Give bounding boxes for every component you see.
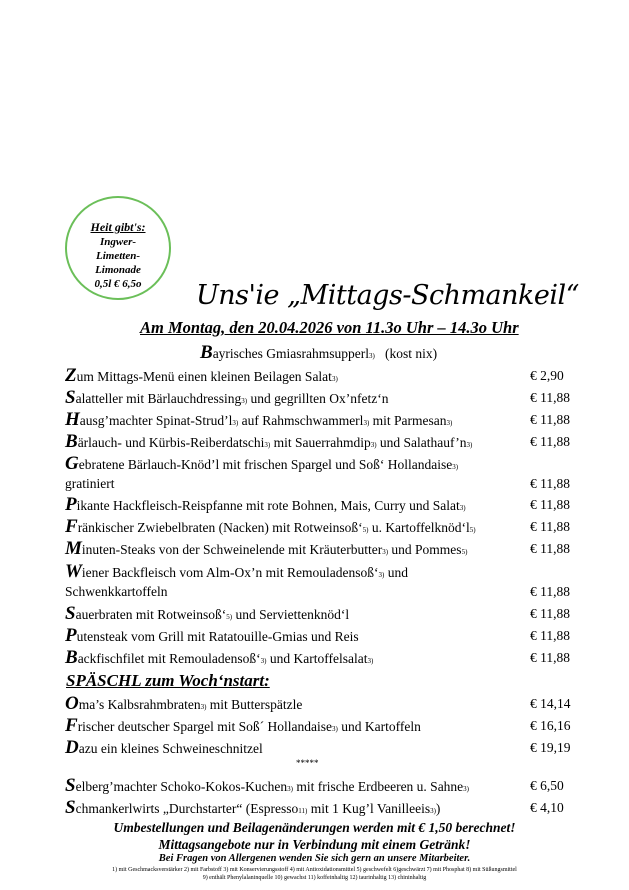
item-note: 3) <box>446 419 453 427</box>
badge-line: Limetten- <box>96 250 140 262</box>
item-price: € 11,88 <box>530 541 570 556</box>
footer-drink-note: Mittagsangebote nur in Verbindung mit einem Getränk! <box>158 837 471 852</box>
item-initial: B <box>65 431 78 452</box>
item-initial: F <box>65 715 78 736</box>
menu-item <box>65 603 349 625</box>
item-text: um Mittags-Menü einen kleinen Beilagen Salat <box>76 369 332 384</box>
menu-item <box>65 647 373 669</box>
item-text: ränkischer Zwiebelbraten (Nacken) mit Rotweinsoß‘ <box>77 520 363 535</box>
item-price: € 11,88 <box>530 476 570 491</box>
item-text: und Pommes <box>388 542 462 557</box>
item-text: ikante Hackfleisch-Reispfanne mit rote Bohnen, Mais, Curry und Salat <box>76 498 460 513</box>
item-price: € 11,88 <box>530 412 570 427</box>
menu-item <box>65 431 472 453</box>
item-note: 3) <box>430 807 436 815</box>
item-note: 3) <box>378 571 385 579</box>
item-text: ebratene Bärlauch-Knöd’l mit frischen Spargel und Soß‘ Hollandaise <box>78 457 453 472</box>
item-price: € 14,14 <box>530 696 571 711</box>
item-note: 5) <box>461 548 468 556</box>
item-initial: D <box>65 737 79 758</box>
item-initial: M <box>65 538 82 559</box>
item-note: 3) <box>200 703 207 711</box>
allergen-legend: 9) enthält Phenylalaninquelle 10) gewachst 11) koffeinhaltig 12) taurinhaltig 13) chininhaltig <box>202 875 427 881</box>
menu-item <box>65 387 388 409</box>
allergen-legend: 1) mit Geschmacksverstärker 2) mit Farbstoff 3) mit Konservierungsstoff 4) mit Antioxidationsmittel 5) geschwefelt 6)geschwärzt 7) mit Phosphat 8) mit Süßungsmittel <box>112 867 517 873</box>
menu-item <box>65 453 458 475</box>
item-note: 3) <box>367 657 374 665</box>
badge-title: Heit gibt's: <box>90 220 146 234</box>
item-text: mit 1 Kug’l Vanilleeis <box>307 801 431 816</box>
item-note: 3) <box>264 441 271 449</box>
menu-title: Uns'ie „Mittags-Schmankeil“ <box>196 280 579 311</box>
item-text: und gegrillten Ox’nfetz‘n <box>247 391 389 406</box>
item-text: mit frische Erdbeeren u. Sahne <box>292 779 464 794</box>
item-text: ma’s Kalbsrahmbraten <box>78 697 201 712</box>
item-text: und <box>384 565 408 580</box>
item-text: inuten-Steaks von der Schweinelende mit Kräuterbutter <box>81 542 383 557</box>
divider-stars: ***** <box>296 758 319 768</box>
item-initial: B <box>65 647 78 668</box>
item-text: ärlauch- und Kürbis-Reiberdatschi <box>77 435 265 450</box>
item-text: mit Sauerrahmdip <box>270 435 371 450</box>
item-text: rischer deutscher Spargel mit Soß´ Hollandaise <box>77 719 332 734</box>
item-note: 3) <box>232 419 239 427</box>
item-price: € 16,16 <box>530 718 571 733</box>
item-price: € 2,90 <box>530 368 564 383</box>
item-initial: H <box>65 409 80 430</box>
item-price: € 11,88 <box>530 434 570 449</box>
soup-text: ayrisches Gmiasrahmsupperl <box>212 346 370 361</box>
item-line2: gratiniert <box>65 476 115 491</box>
menu-item <box>65 409 452 431</box>
badge-line: 0,5l € 6,5o <box>94 278 142 290</box>
footer-surcharge-note: Umbestellungen und Beilagenänderungen werden mit € 1,50 berechnet! <box>113 820 516 835</box>
item-initial: F <box>65 516 78 537</box>
item-price: € 11,88 <box>530 390 570 405</box>
item-note: 3) <box>241 397 248 405</box>
item-text: alatteller mit Bärlauchdressing <box>75 391 242 406</box>
item-note: 3) <box>466 441 473 449</box>
item-note: 3) <box>452 463 459 471</box>
item-initial: G <box>65 453 79 474</box>
item-initial: P <box>65 494 77 515</box>
footer-allergen-note: Bei Fragen von Allergenen wenden Sie sich gern an unsere Mitarbeiter. <box>158 853 471 864</box>
menu-item <box>65 516 476 538</box>
item-line2: Schwenkkartoffeln <box>65 584 168 599</box>
item-price: € 6,50 <box>530 778 564 793</box>
item-text: utensteak vom Grill mit Ratatouille-Gmias und Reis <box>76 629 359 644</box>
item-note: 3) <box>370 441 377 449</box>
soup-extra: (kost nix) <box>385 346 438 361</box>
item-text: auerbraten mit Rotweinsoß‘ <box>75 607 227 622</box>
item-note: 5) <box>226 613 233 621</box>
item-text: iener Backfleisch vom Alm-Ox’n mit Remouladensoß‘ <box>81 565 379 580</box>
soup-initial: B <box>200 342 213 363</box>
soup-line <box>200 342 437 364</box>
item-text: ausg’machter Spinat-Strud’l <box>79 413 233 428</box>
item-initial: Z <box>65 365 77 386</box>
item-text: ) <box>435 801 441 816</box>
badge-line: Ingwer- <box>99 236 137 248</box>
item-note: 3) <box>459 504 466 512</box>
item-note: 5) <box>362 526 369 534</box>
item-price: € 11,88 <box>530 519 570 534</box>
item-note: 3) <box>287 785 293 793</box>
item-initial: W <box>65 561 82 582</box>
item-note: 3) <box>382 548 389 556</box>
item-price: € 4,10 <box>530 800 564 815</box>
item-price: € 11,88 <box>530 628 570 643</box>
item-text: auf Rahmschwammerl <box>238 413 364 428</box>
item-text: mit Parmesan <box>369 413 447 428</box>
item-text: und Salathauf’n <box>376 435 467 450</box>
item-note: 3) <box>363 419 370 427</box>
item-text: und Kartoffelsalat <box>266 651 368 666</box>
menu-item <box>65 561 408 583</box>
dessert-item <box>65 775 469 797</box>
item-note: 3) <box>260 657 267 665</box>
item-initial: S <box>65 775 76 796</box>
item-text: und Serviettenknöd‘l <box>232 607 350 622</box>
item-text: u. Kartoffelknöd‘l <box>368 520 470 535</box>
drink-special-badge <box>65 196 171 300</box>
dessert-item <box>65 797 440 819</box>
item-initial: S <box>65 603 76 624</box>
badge-line: Limonade <box>95 264 141 276</box>
item-price: € 11,88 <box>530 497 570 512</box>
item-price: € 19,19 <box>530 740 571 755</box>
item-price: € 11,88 <box>530 606 570 621</box>
item-price: € 11,88 <box>530 650 570 665</box>
item-initial: S <box>65 797 76 818</box>
item-note: 3) <box>331 375 338 383</box>
item-text: chmankerlwirts „Durchstarter“ (Espresso <box>75 801 299 816</box>
special-item <box>65 737 263 759</box>
item-note: 3) <box>463 785 470 793</box>
item-note: 11) <box>298 807 308 815</box>
item-initial: O <box>65 693 79 714</box>
menu-item <box>65 625 359 647</box>
item-note: 3) <box>332 725 338 733</box>
item-initial: S <box>65 387 76 408</box>
soup-note: 3) <box>369 352 375 360</box>
date-line: Am Montag, den 20.04.2026 von 11.3o Uhr – 14.3o Uhr <box>140 318 519 337</box>
menu-item <box>65 494 466 516</box>
menu-item <box>65 538 467 560</box>
item-text: ackfischfilet mit Remouladensoß‘ <box>77 651 261 666</box>
item-text: elberg’machter Schoko-Kokos-Kuchen <box>75 779 288 794</box>
item-text: und Kartoffeln <box>337 719 421 734</box>
menu-item <box>65 365 338 387</box>
special-item <box>65 693 302 715</box>
section-title: SPÄSCHL zum Woch‘nstart: <box>66 671 270 690</box>
item-text: mit Butterspätzle <box>206 697 303 712</box>
special-item <box>65 715 421 737</box>
item-price: € 11,88 <box>530 584 570 599</box>
item-initial: P <box>65 625 77 646</box>
item-note: 5) <box>469 526 476 534</box>
item-text: azu ein kleines Schweineschnitzel <box>78 741 263 756</box>
